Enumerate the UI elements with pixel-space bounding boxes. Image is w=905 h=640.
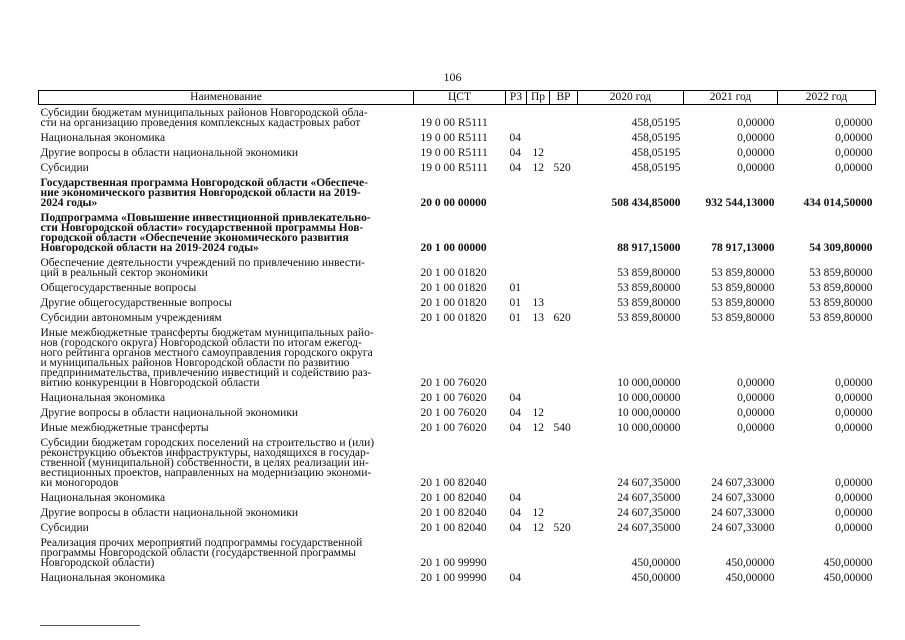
table-row [39, 420, 876, 435]
amount-2020-cell: 10 000,00000 [617, 406, 681, 419]
row-name-line: ственной (муниципальной) собственности, в целях реализации ин- [40, 456, 369, 469]
amount-2022-cell: 0,00000 [835, 391, 873, 404]
row-name-cell [39, 295, 414, 310]
amount-2022-cell: 450,00000 [823, 571, 873, 584]
cst-code-cell: 20 1 00 82040 [420, 521, 487, 534]
expense-type-code-cell [550, 130, 578, 145]
row-name-line: сти на организацию проведения комплексных кадастровых работ [40, 116, 361, 129]
cst-code-cell: 20 1 00 82040 [420, 476, 487, 489]
amount-2021-cell: 78 917,13000 [711, 241, 775, 254]
row-name-cell [39, 145, 414, 160]
row-name-line: Иные межбюджетные трансферты бюджетам муниципальных райо- [40, 326, 374, 339]
cst-code-cell: 20 1 00 01820 [420, 266, 487, 279]
row-name-line: Субсидии [40, 521, 89, 534]
section-code-cell [506, 435, 527, 490]
amount-2021-cell: 0,00000 [737, 376, 775, 389]
amount-2020-cell: 53 859,80000 [617, 311, 681, 324]
column-header-2021: 2021 год [684, 91, 778, 105]
subsection-code-cell: 13 [532, 311, 544, 324]
amount-2021-cell: 24 607,33000 [711, 476, 775, 489]
section-code-cell: 04 [509, 521, 521, 534]
section-code-cell: 01 [509, 311, 521, 324]
expense-type-code-cell: 520 [553, 521, 571, 534]
table-row [39, 145, 876, 160]
amount-2022-cell: 0,00000 [835, 161, 873, 174]
row-name-cell [39, 420, 414, 435]
row-name-line: Национальная экономика [40, 391, 166, 404]
table-row [39, 535, 876, 570]
row-name-line: Новгородской области на 2019-2024 годы» [40, 241, 259, 254]
expense-type-code-cell [550, 390, 578, 405]
row-name-line: ки моногородов [40, 476, 119, 489]
amount-2020-cell: 10 000,00000 [617, 376, 681, 389]
amount-2022-cell: 0,00000 [835, 421, 873, 434]
row-name-line: Субсидии бюджетам городских поселений на строительство и (или) [40, 436, 375, 449]
amount-2020-cell: 24 607,35000 [617, 506, 681, 519]
subsection-code-cell [527, 175, 550, 210]
section-code-cell: 04 [509, 146, 521, 159]
row-name-cell [39, 105, 414, 131]
amount-2020-cell: 53 859,80000 [617, 266, 681, 279]
cst-code-cell: 20 0 00 00000 [420, 196, 487, 209]
amount-2022-cell: 53 859,80000 [809, 266, 873, 279]
row-name-line: Национальная экономика [40, 131, 166, 144]
expense-type-code-cell [550, 505, 578, 520]
row-name-line: программы Новгородской области (государственной программы [40, 546, 356, 559]
row-name-line: Субсидии [40, 161, 89, 174]
row-name-line: нов (городского округа) Новгородской области по итогам ежегод- [40, 336, 362, 349]
subsection-code-cell [527, 390, 550, 405]
row-name-cell [39, 520, 414, 535]
cst-code-cell: 20 1 00 82040 [420, 506, 487, 519]
row-name-line: Субсидии автономным учреждениям [40, 311, 222, 324]
footnote-separator [40, 625, 140, 626]
subsection-code-cell: 12 [532, 506, 544, 519]
row-name-line: Общегосударственные вопросы [40, 281, 197, 294]
row-name-line: Национальная экономика [40, 571, 166, 584]
table-row [39, 295, 876, 310]
row-name-cell [39, 505, 414, 520]
table-row [39, 490, 876, 505]
amount-2020-cell: 458,05195 [631, 131, 681, 144]
section-code-cell: 04 [509, 571, 521, 584]
expense-type-code-cell [550, 280, 578, 295]
amount-2020-cell: 10 000,00000 [617, 421, 681, 434]
row-name-cell [39, 130, 414, 145]
amount-2022-cell: 0,00000 [835, 131, 873, 144]
row-name-cell [39, 535, 414, 570]
subsection-code-cell [527, 130, 550, 145]
amount-2020-cell: 458,05195 [631, 161, 681, 174]
table-row [39, 280, 876, 295]
table-row [39, 435, 876, 490]
column-header-2022: 2022 год [778, 91, 876, 105]
section-code-cell: 04 [509, 161, 521, 174]
row-name-cell [39, 255, 414, 280]
subsection-code-cell [527, 535, 550, 570]
table-row [39, 570, 876, 585]
subsection-code-cell [527, 105, 550, 131]
amount-2020-cell: 10 000,00000 [617, 391, 681, 404]
amount-2021-cell: 932 544,13000 [705, 196, 775, 209]
amount-2020-cell: 458,05195 [631, 146, 681, 159]
amount-2022-cell: 53 859,80000 [809, 296, 873, 309]
amount-2020-cell: 24 607,35000 [617, 521, 681, 534]
subsection-code-cell: 12 [532, 421, 544, 434]
table-row [39, 175, 876, 210]
cst-code-cell: 20 1 00 76020 [420, 376, 487, 389]
amount-2021-cell: 450,00000 [725, 571, 775, 584]
amount-2021-cell: 0,00000 [737, 131, 775, 144]
expense-type-code-cell [550, 570, 578, 585]
cst-code-cell: 20 1 00 76020 [420, 406, 487, 419]
cst-code-cell: 19 0 00 R5111 [420, 131, 488, 144]
amount-2021-cell: 24 607,33000 [711, 521, 775, 534]
amount-2021-cell: 0,00000 [737, 161, 775, 174]
row-name-cell [39, 325, 414, 390]
cst-code-cell: 19 0 00 R5111 [420, 146, 488, 159]
row-name-cell [39, 210, 414, 255]
amount-2022-cell: 0,00000 [835, 506, 873, 519]
section-code-cell [506, 535, 527, 570]
expense-type-code-cell: 540 [553, 421, 571, 434]
header-row [39, 91, 876, 105]
table-row [39, 210, 876, 255]
table-row [39, 105, 876, 131]
table-row [39, 405, 876, 420]
section-code-cell: 04 [509, 131, 521, 144]
section-code-cell: 04 [509, 491, 521, 504]
row-name-line: 2024 годы» [40, 196, 98, 209]
section-code-cell: 01 [509, 281, 521, 294]
expense-type-code-cell [550, 325, 578, 390]
subsection-code-cell: 12 [532, 146, 544, 159]
subsection-code-cell: 12 [532, 521, 544, 534]
expense-type-code-cell [550, 405, 578, 420]
table-row [39, 255, 876, 280]
amount-2022-cell: 450,00000 [823, 556, 873, 569]
expense-type-code-cell [550, 210, 578, 255]
expense-type-code-cell [550, 295, 578, 310]
amount-2022-cell: 53 859,80000 [809, 281, 873, 294]
amount-2022-cell: 0,00000 [835, 376, 873, 389]
table-body [39, 105, 876, 586]
cst-code-cell: 20 1 00 76020 [420, 391, 487, 404]
row-name-line: Реализация прочих мероприятий подпрограммы государственной [40, 536, 363, 549]
row-name-line: Подпрограмма «Повышение инвестиционной привлекательно- [40, 211, 371, 224]
expense-type-code-cell [550, 435, 578, 490]
amount-2022-cell: 53 859,80000 [809, 311, 873, 324]
amount-2022-cell: 434 014,50000 [803, 196, 873, 209]
cst-code-cell: 20 1 00 82040 [420, 491, 487, 504]
row-name-cell [39, 570, 414, 585]
section-code-cell [506, 325, 527, 390]
row-name-line: реконструкцию объектов инфраструктуры, находящихся в государ- [40, 446, 370, 459]
table-row [39, 310, 876, 325]
row-name-line: Другие вопросы в области национальной экономики [40, 406, 299, 419]
amount-2020-cell: 24 607,35000 [617, 491, 681, 504]
row-name-line: Государственная программа Новгородской области «Обеспече- [40, 176, 368, 189]
amount-2021-cell: 0,00000 [737, 421, 775, 434]
amount-2021-cell: 24 607,33000 [711, 506, 775, 519]
table-row [39, 325, 876, 390]
expense-type-code-cell [550, 105, 578, 131]
subsection-code-cell [527, 490, 550, 505]
column-header-name: Наименование [39, 91, 414, 105]
budget-table [38, 90, 876, 585]
subsection-code-cell [527, 570, 550, 585]
section-code-cell: 04 [509, 406, 521, 419]
subsection-code-cell: 12 [532, 161, 544, 174]
row-name-line: предпринимательства, привлечению инвестиций и содействию раз- [40, 366, 372, 379]
amount-2020-cell: 53 859,80000 [617, 281, 681, 294]
row-name-line: Новгородской области) [40, 556, 155, 569]
subsection-code-cell [527, 280, 550, 295]
section-code-cell [506, 255, 527, 280]
table-row [39, 520, 876, 535]
subsection-code-cell [527, 325, 550, 390]
amount-2021-cell: 53 859,80000 [711, 266, 775, 279]
cst-code-cell: 19 0 00 R5111 [420, 161, 488, 174]
section-code-cell [506, 175, 527, 210]
row-name-line: Другие общегосударственные вопросы [40, 296, 232, 309]
amount-2021-cell: 53 859,80000 [711, 281, 775, 294]
expense-type-code-cell [550, 175, 578, 210]
amount-2021-cell: 0,00000 [737, 116, 775, 129]
amount-2022-cell: 0,00000 [835, 116, 873, 129]
amount-2020-cell: 450,00000 [631, 571, 681, 584]
row-name-line: Другие вопросы в области национальной экономики [40, 506, 299, 519]
cst-code-cell: 20 1 00 99990 [420, 556, 487, 569]
amount-2022-cell: 0,00000 [835, 491, 873, 504]
amount-2020-cell: 24 607,35000 [617, 476, 681, 489]
amount-2020-cell: 508 434,85000 [611, 196, 681, 209]
cst-code-cell: 19 0 00 R5111 [420, 116, 488, 129]
section-code-cell [506, 210, 527, 255]
amount-2021-cell: 24 607,33000 [711, 491, 775, 504]
row-name-line: Другие вопросы в области национальной экономики [40, 146, 299, 159]
amount-2020-cell: 458,05195 [631, 116, 681, 129]
subsection-code-cell: 12 [532, 406, 544, 419]
column-header-subsection: Пр [527, 91, 550, 105]
column-header-cst: ЦСТ [414, 91, 506, 105]
cst-code-cell: 20 1 00 76020 [420, 421, 487, 434]
column-header-2020: 2020 год [578, 91, 684, 105]
cst-code-cell: 20 1 00 99990 [420, 571, 487, 584]
expense-type-code-cell [550, 535, 578, 570]
amount-2022-cell: 0,00000 [835, 476, 873, 489]
row-name-cell [39, 175, 414, 210]
cst-code-cell: 20 1 00 01820 [420, 296, 487, 309]
amount-2022-cell: 0,00000 [835, 146, 873, 159]
table-header [39, 91, 876, 105]
subsection-code-cell [527, 435, 550, 490]
cst-code-cell: 20 1 00 00000 [420, 241, 487, 254]
table-row [39, 390, 876, 405]
row-name-line: Иные межбюджетные трансферты [40, 421, 209, 434]
row-name-cell [39, 160, 414, 175]
table-row [39, 160, 876, 175]
row-name-cell [39, 310, 414, 325]
amount-2021-cell: 53 859,80000 [711, 311, 775, 324]
amount-2022-cell: 0,00000 [835, 521, 873, 534]
subsection-code-cell [527, 210, 550, 255]
row-name-line: Национальная экономика [40, 491, 166, 504]
section-code-cell [506, 105, 527, 131]
expense-type-code-cell [550, 145, 578, 160]
row-name-cell [39, 435, 414, 490]
section-code-cell: 04 [509, 391, 521, 404]
amount-2021-cell: 0,00000 [737, 391, 775, 404]
row-name-cell [39, 490, 414, 505]
row-name-line: Субсидии бюджетам муниципальных районов Новгородской обла- [40, 106, 368, 119]
subsection-code-cell [527, 255, 550, 280]
section-code-cell: 04 [509, 506, 521, 519]
row-name-cell [39, 280, 414, 295]
table-row [39, 130, 876, 145]
row-name-line: витию конкуренции в Новгородской области [40, 376, 260, 389]
row-name-line: вестиционных проектов, направленных на модернизацию экономи- [40, 466, 372, 479]
row-name-line: сти Новгородской области» государственной программы Нов- [40, 221, 364, 234]
table-row [39, 505, 876, 520]
expense-type-code-cell [550, 490, 578, 505]
cst-code-cell: 20 1 00 01820 [420, 281, 487, 294]
amount-2021-cell: 0,00000 [737, 406, 775, 419]
row-name-line: и муниципальных районов Новгородской области по развитию [40, 356, 350, 369]
amount-2020-cell: 450,00000 [631, 556, 681, 569]
expense-type-code-cell: 620 [553, 311, 571, 324]
cst-code-cell: 20 1 00 01820 [420, 311, 487, 324]
amount-2020-cell: 88 917,15000 [617, 241, 681, 254]
row-name-line: Обеспечение деятельности учреждений по привлечению инвести- [40, 256, 365, 269]
row-name-cell [39, 390, 414, 405]
column-header-section: РЗ [506, 91, 527, 105]
row-name-cell [39, 405, 414, 420]
subsection-code-cell: 13 [532, 296, 544, 309]
row-name-line: городской области «Обеспечение экономического развития [40, 231, 349, 244]
amount-2022-cell: 54 309,80000 [809, 241, 873, 254]
amount-2021-cell: 53 859,80000 [711, 296, 775, 309]
amount-2021-cell: 0,00000 [737, 146, 775, 159]
page-number: 106 [443, 70, 462, 84]
amount-2021-cell: 450,00000 [725, 556, 775, 569]
row-name-line: ций в реальный сектор экономики [40, 266, 208, 279]
expense-type-code-cell [550, 255, 578, 280]
row-name-line: ного рейтинга органов местного самоуправления городского округа [40, 346, 373, 359]
section-code-cell: 04 [509, 421, 521, 434]
amount-2022-cell: 0,00000 [835, 406, 873, 419]
row-name-line: ние экономического развития Новгородской области на 2019- [40, 186, 361, 199]
expense-type-code-cell: 520 [553, 161, 571, 174]
section-code-cell: 01 [509, 296, 521, 309]
column-header-expense-type: ВР [550, 91, 578, 105]
amount-2020-cell: 53 859,80000 [617, 296, 681, 309]
